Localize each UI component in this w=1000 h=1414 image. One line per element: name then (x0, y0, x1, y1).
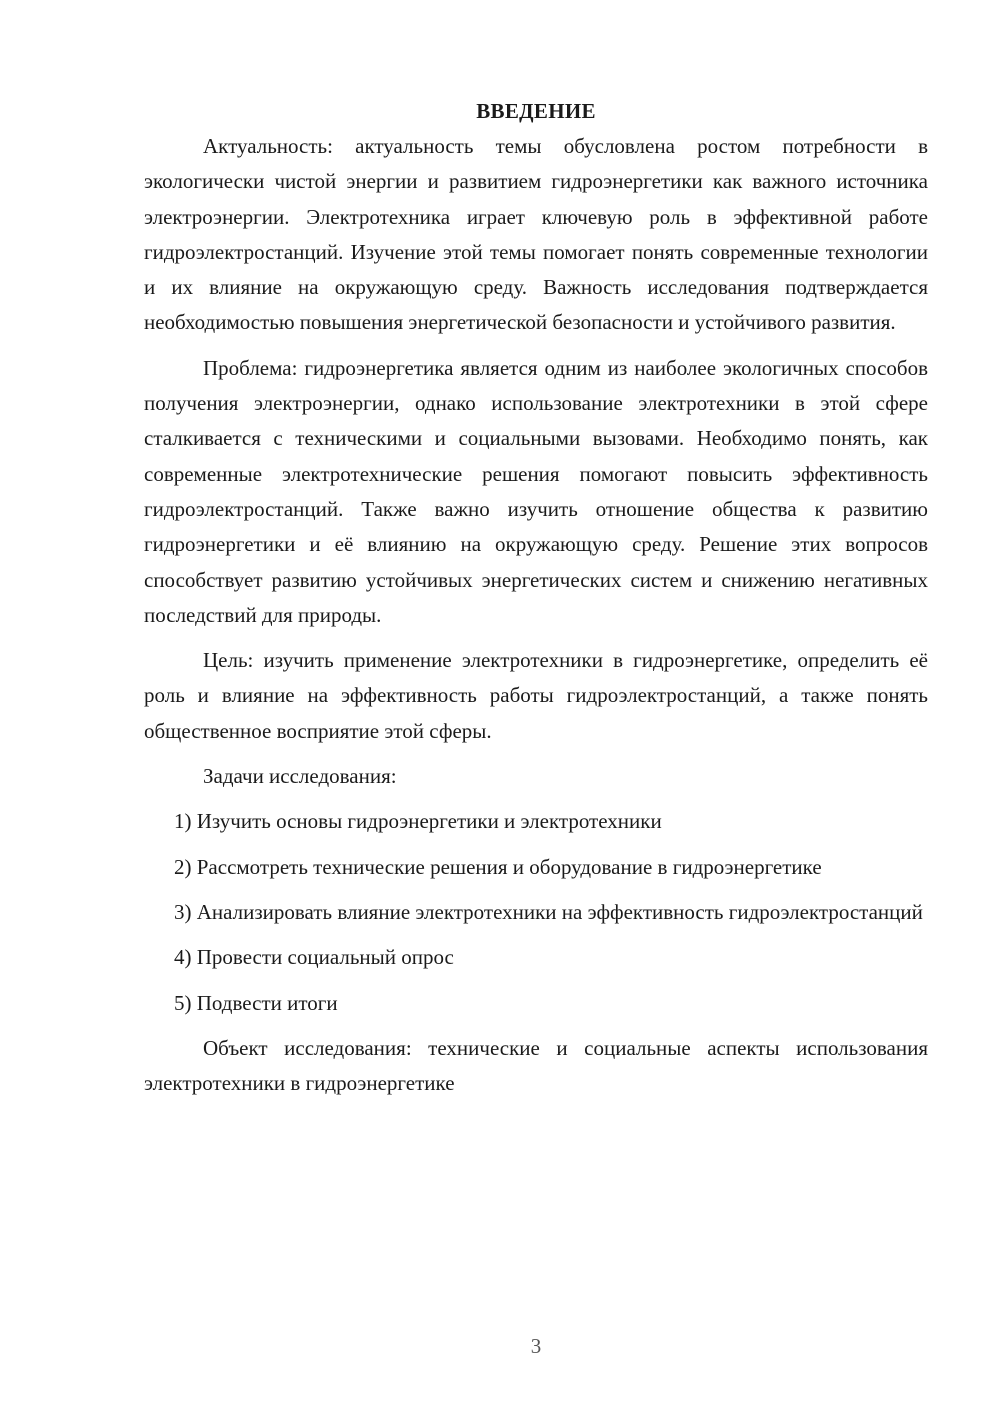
problem-paragraph: Проблема: гидроэнергетика является одним из наиболее экологичных способов получения электроэнергии, однако использование электротехники в этой сфере сталкивается с техническими и социальными вызовами. Необходимо понять, как современные электротехнические решения помогают повысить эффективность гидроэлектростанций. Также важно изучить отношение общества к развитию гидроэнергетики и её влиянию на окружающую среду. Решение этих вопросов способствует развитию устойчивых энергетических систем и снижению негативных последствий для природы. (144, 355, 928, 627)
page-title: ВВЕДЕНИЕ (476, 99, 596, 123)
task-item: 3) Анализировать влияние электротехники на эффективность гидроэлектростанций (174, 899, 923, 924)
task-item: 5) Подвести итоги (174, 990, 338, 1015)
relevance-paragraph: Актуальность: актуальность темы обусловлена ростом потребности в экологически чистой энергии и развитием гидроэнергетики как важного источника электроэнергии. Электротехника играет ключевую роль в эффективной работе гидроэлектростанций. Изучение этой темы помогает понять современные технологии и их влияние на окружающую среду. Важность исследования подтверждается необходимостью повышения энергетической безопасности и устойчивого развития. (144, 134, 928, 335)
page-number: 3 (530, 1334, 542, 1358)
task-item: 2) Рассмотреть технические решения и оборудование в гидроэнергетике (174, 854, 822, 879)
tasks-heading: Задачи исследования: (203, 764, 397, 789)
document-page (144, 96, 928, 1111)
goal-paragraph: Цель: изучить применение электротехники в гидроэнергетике, определить её роль и влияние на эффективность работы гидроэлектростанций, а также понять общественное восприятие этой сферы. (144, 648, 928, 743)
task-item: 4) Провести социальный опрос (174, 945, 454, 970)
object-paragraph: Объект исследования: технические и социальные аспекты использования электротехники в гидроэнергетике (144, 1035, 928, 1096)
task-item: 1) Изучить основы гидроэнергетики и электротехники (174, 809, 662, 834)
